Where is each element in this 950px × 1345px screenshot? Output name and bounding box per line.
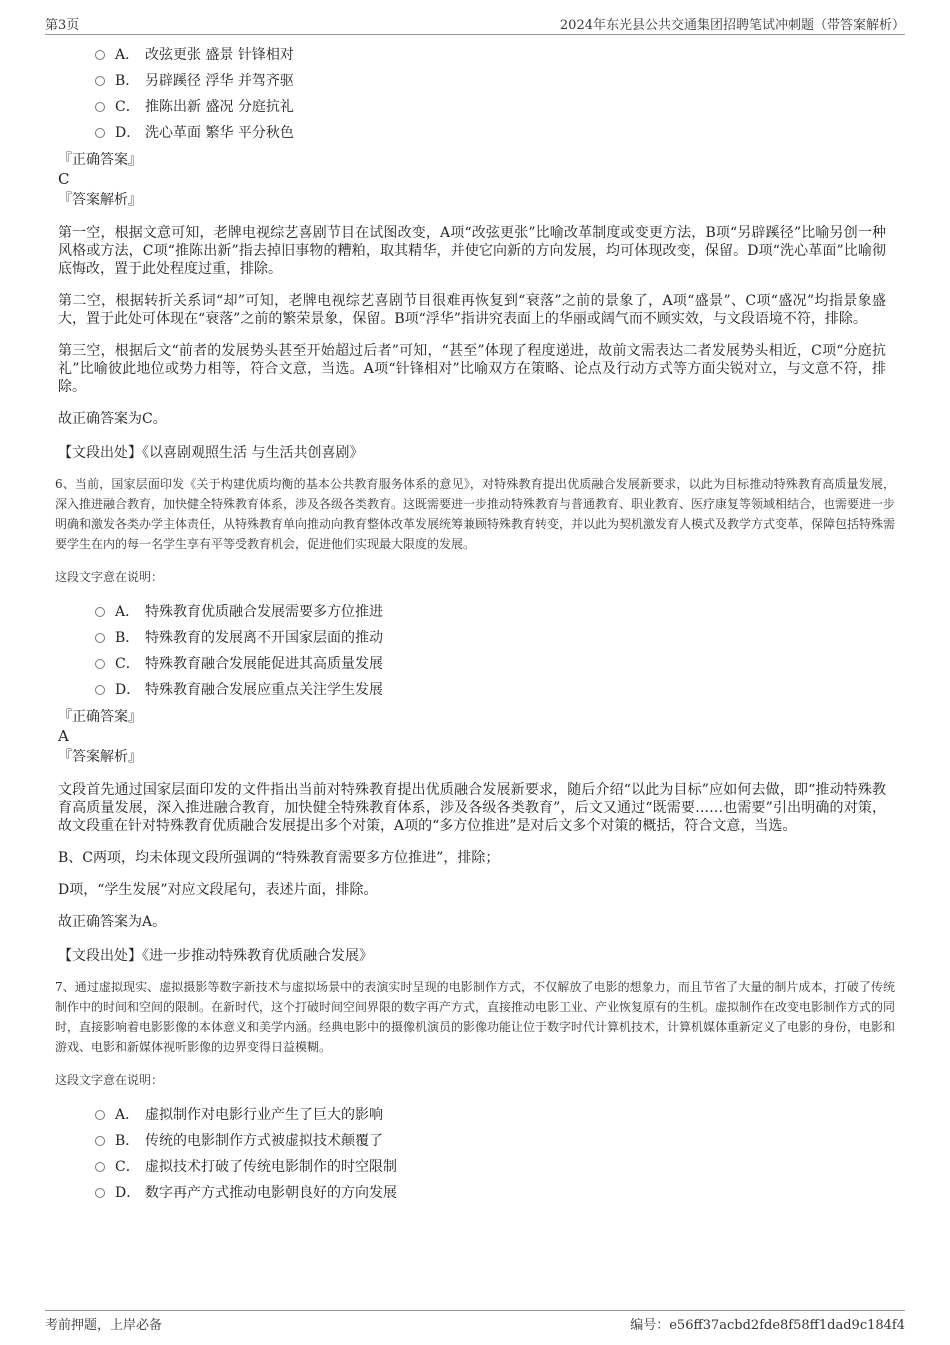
radio-icon[interactable]: [95, 659, 105, 669]
question-6-stem: 6、当前，国家层面印发《关于构建优质均衡的基本公共教育服务体系的意见》，对特殊教育提出优质融合发展新要求，以此为目标推动特殊教育高质量发展，深入推进融合教育，加快健全特殊教育体系，涉及各级各类教育。这既需要进一步推动特殊教育与普通教育、职业教育、医疗康复等领域相结合，也需要进一步明确和激发各类办学主体责任，从特殊教育单向推动向教育整体改革发展统筹兼顾特殊教育转变，并以此为契机激发育人模式及教学方式变革，保障包括特殊需要学生在内的每一名学生享有平等受教育机会，促进他们实现最大限度的发展。: [55, 477, 896, 551]
radio-icon[interactable]: [95, 607, 105, 617]
q7-option-d[interactable]: [95, 1180, 895, 1206]
q5-option-b[interactable]: [95, 68, 895, 94]
option-text: 推陈出新 盛况 分庭抗礼: [145, 99, 294, 115]
q6-option-d[interactable]: [95, 677, 895, 703]
option-key: B．: [115, 73, 140, 89]
analysis-paragraph: 第二空，根据转折关系词“却”可知，老牌电视综艺喜剧节目很难再恢复到“衰落”之前的景象了，A项“盛景”、C项“盛况”均指景象盛大，置于此处可体现在“衰落”之前的繁荣景象，保留。B项“浮华”指讲究表面上的华丽或阔气而不顾实效，与文段语境不符，排除。: [58, 293, 886, 327]
q5-options: [95, 42, 895, 146]
source-citation: 【文段出处】《进一步推动特殊教育优质融合发展》: [58, 948, 373, 964]
option-text: 特殊教育的发展离不开国家层面的推动: [145, 630, 383, 646]
analysis-paragraph: 文段首先通过国家层面印发的文件指出当前对特殊教育提出优质融合发展新要求，随后介绍“以此为目标”应如何去做，即“推动特殊教育高质量发展，深入推进融合教育，加快健全特殊教育体系，涉及各级各类教育”，后文又通过“既需要……也需要”引出明确的对策，故文段重在针对特殊教育优质融合发展提出多个对策，A项的“多方位推进”是对后文多个对策的概括，符合文意，当选。: [58, 782, 886, 834]
option-key: D．: [115, 1185, 141, 1201]
radio-icon[interactable]: [95, 50, 105, 60]
q7-option-c[interactable]: [95, 1154, 895, 1180]
option-key: A．: [115, 1107, 140, 1123]
radio-icon[interactable]: [95, 633, 105, 643]
footer-slogan: 考前押题，上岸必备: [45, 1318, 163, 1333]
radio-icon[interactable]: [95, 102, 105, 112]
q5-option-d[interactable]: [95, 120, 895, 146]
page-number: 第3页: [45, 18, 80, 33]
option-text: 虚拟制作对电影行业产生了巨大的影响: [145, 1107, 383, 1123]
correct-answer: C: [58, 170, 70, 188]
option-key: D．: [115, 125, 141, 141]
option-text: 传统的电影制作方式被虚拟技术颠覆了: [145, 1133, 383, 1149]
radio-icon[interactable]: [95, 76, 105, 86]
radio-icon[interactable]: [95, 1162, 105, 1172]
option-text: 改弦更张 盛景 针锋相对: [145, 47, 294, 63]
option-text: 洗心革面 繁华 平分秋色: [145, 125, 294, 141]
option-text: 特殊教育融合发展能促进其高质量发展: [145, 656, 383, 672]
source-citation: 【文段出处】《以喜剧观照生活 与生活共创喜剧》: [58, 445, 364, 461]
analysis-label: 『答案解析』: [58, 749, 142, 765]
option-key: C．: [115, 1159, 140, 1175]
option-key: A．: [115, 604, 140, 620]
option-text: 特殊教育优质融合发展需要多方位推进: [145, 604, 383, 620]
correct-answer: A: [58, 727, 69, 745]
radio-icon[interactable]: [95, 1188, 105, 1198]
option-key: B．: [115, 630, 140, 646]
radio-icon[interactable]: [95, 128, 105, 138]
document-title: 2024年东光县公共交通集团招聘笔试冲刺题（带答案解析）: [559, 18, 905, 33]
document-id: 编号：e56ff37acbd2fde8f58ff1dad9c184f4: [630, 1318, 905, 1333]
analysis-paragraph: 第三空，根据后文“前者的发展势头甚至开始超过后者”可知，“甚至”体现了程度递进，故前文需表达二者发展势头相近，C项“分庭抗礼”比喻彼此地位或势力相等，符合文意，当选。A项“针锋相对”比喻双方在策略、论点及行动方式等方面尖锐对立，与文意不符，排除。: [58, 343, 886, 395]
analysis-paragraph: 第一空，根据文意可知，老牌电视综艺喜剧节目在试图改变，A项“改弦更张”比喻改革制度或变更方法，B项“另辟蹊径”比喻另创一种风格或方法，C项“推陈出新”指去掉旧事物的糟粕，取其精华，并使它向新的方向发展，均可体现改变，保留。D项“洗心革面”比喻彻底悔改，置于此处程度过重，排除。: [58, 225, 886, 277]
answer-label: 『正确答案』: [58, 152, 142, 168]
question-7-stem: 7、通过虚拟现实、虚拟摄影等数字新技术与虚拟场景中的表演实时呈现的电影制作方式，不仅解放了电影的想象力，而且节省了大量的制片成本，打破了传统制作中的时间和空间的限制。在新时代，这个打破时间空间界限的数字再产方式，直接推动电影工业、产业恢复原有的生机。虚拟制作在改变电影制作方式的同时，直接影响着电影影像的本体意义和美学内涵。经典电影中的摄像机演员的影像功能让位于数字时代计算机技术，计算机媒体重新定义了电影的身份，电影和游戏、电影和新媒体视听影像的边界变得日益模糊。: [55, 980, 896, 1054]
option-key: B．: [115, 1133, 140, 1149]
q6-option-b[interactable]: [95, 625, 895, 651]
q7-option-b[interactable]: [95, 1128, 895, 1154]
page-header: [45, 14, 905, 35]
option-text: 特殊教育融合发展应重点关注学生发展: [145, 682, 383, 698]
analysis-conclusion: 故正确答案为C。: [58, 411, 167, 427]
q5-option-c[interactable]: [95, 94, 895, 120]
q6-option-c[interactable]: [95, 651, 895, 677]
q7-option-a[interactable]: [95, 1102, 895, 1128]
option-text: 数字再产方式推动电影朝良好的方向发展: [145, 1185, 397, 1201]
option-key: A．: [115, 47, 140, 63]
option-key: C．: [115, 99, 140, 115]
page-footer: [45, 1310, 905, 1333]
analysis-conclusion: 故正确答案为A。: [58, 914, 167, 930]
q6-options: [95, 599, 895, 703]
analysis-paragraph: B、C两项，均未体现文段所强调的“特殊教育需要多方位推进”，排除；: [58, 850, 500, 866]
radio-icon[interactable]: [95, 1110, 105, 1120]
radio-icon[interactable]: [95, 685, 105, 695]
question-prompt: 这段文字意在说明：: [55, 570, 164, 584]
answer-label: 『正确答案』: [58, 709, 142, 725]
q6-option-a[interactable]: [95, 599, 895, 625]
page-content: [55, 42, 895, 1206]
option-text: 虚拟技术打破了传统电影制作的时空限制: [145, 1159, 397, 1175]
option-text: 另辟蹊径 浮华 并驾齐驱: [145, 73, 294, 89]
analysis-label: 『答案解析』: [58, 192, 142, 208]
analysis-paragraph: D项，“学生发展”对应文段尾句，表述片面，排除。: [58, 882, 378, 898]
option-key: D．: [115, 682, 141, 698]
radio-icon[interactable]: [95, 1136, 105, 1146]
question-prompt: 这段文字意在说明：: [55, 1073, 164, 1087]
option-key: C．: [115, 656, 140, 672]
q5-option-a[interactable]: [95, 42, 895, 68]
q7-options: [95, 1102, 895, 1206]
